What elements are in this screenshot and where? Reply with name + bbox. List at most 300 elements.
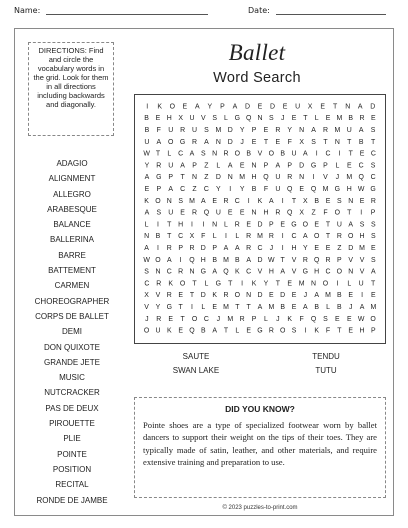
grid-letter[interactable]: S xyxy=(156,209,162,217)
grid-letter[interactable]: A xyxy=(269,197,274,205)
grid-letter[interactable]: G xyxy=(291,221,297,229)
grid-letter[interactable]: R xyxy=(156,315,162,323)
grid-letter[interactable]: W xyxy=(357,185,365,193)
grid-letter[interactable]: T xyxy=(347,209,352,217)
grid-letter[interactable]: G xyxy=(179,138,186,146)
grid-letter[interactable]: E xyxy=(348,292,354,300)
grid-letter[interactable]: M xyxy=(359,245,365,253)
grid-letter[interactable]: R xyxy=(234,221,240,229)
grid-letter[interactable]: H xyxy=(359,233,365,241)
grid-letter[interactable]: S xyxy=(311,138,316,146)
grid-letter[interactable]: A xyxy=(371,268,376,276)
grid-letter[interactable]: M xyxy=(227,315,234,323)
grid-letter[interactable]: Y xyxy=(263,280,269,288)
grid-letter[interactable]: X xyxy=(299,209,304,217)
grid-letter[interactable]: L xyxy=(167,150,172,158)
grid-letter[interactable]: R xyxy=(239,315,245,323)
grid-letter[interactable]: C xyxy=(203,315,209,323)
grid-letter[interactable]: J xyxy=(216,315,221,323)
grid-letter[interactable]: R xyxy=(180,126,186,134)
grid-letter[interactable]: S xyxy=(359,221,365,229)
grid-letter[interactable]: L xyxy=(216,162,221,170)
grid-letter[interactable]: Q xyxy=(313,256,320,264)
grid-letter[interactable]: M xyxy=(223,256,229,264)
grid-letter[interactable]: E xyxy=(299,185,304,193)
grid-letter[interactable]: E xyxy=(291,292,297,300)
grid-letter[interactable]: P xyxy=(287,162,293,170)
grid-letter[interactable]: H xyxy=(314,268,320,276)
grid-letter[interactable]: N xyxy=(345,103,351,111)
grid-letter[interactable]: D xyxy=(280,292,286,300)
grid-letter[interactable]: Y xyxy=(155,304,161,312)
grid-letter[interactable]: J xyxy=(276,315,280,323)
grid-letter[interactable]: P xyxy=(263,162,269,170)
grid-letter[interactable]: R xyxy=(189,245,195,253)
grid-letter[interactable]: C xyxy=(180,185,186,193)
grid-letter[interactable]: M xyxy=(268,304,275,312)
grid-letter[interactable]: O xyxy=(370,315,376,323)
grid-letter[interactable]: S xyxy=(291,327,297,335)
grid-letter[interactable]: B xyxy=(337,292,342,300)
grid-letter[interactable]: Y xyxy=(287,126,293,134)
grid-letter[interactable]: L xyxy=(224,115,228,123)
grid-letter[interactable]: N xyxy=(348,197,354,205)
grid-letter[interactable]: L xyxy=(201,304,206,312)
grid-letter[interactable]: R xyxy=(156,162,162,170)
grid-letter[interactable]: M xyxy=(257,233,263,241)
grid-letter[interactable]: C xyxy=(370,174,376,182)
grid-letter[interactable]: T xyxy=(192,280,197,288)
grid-letter[interactable]: Q xyxy=(310,185,317,193)
grid-letter[interactable]: S xyxy=(370,126,376,134)
grid-letter[interactable]: I xyxy=(336,280,339,288)
grid-letter[interactable]: A xyxy=(246,256,251,264)
grid-letter[interactable]: X xyxy=(189,233,195,241)
grid-letter[interactable]: M xyxy=(298,280,305,288)
grid-letter[interactable]: E xyxy=(269,292,274,300)
grid-letter[interactable]: K xyxy=(212,292,217,300)
grid-letter[interactable]: P xyxy=(370,209,376,217)
grid-letter[interactable]: E xyxy=(325,197,331,205)
grid-letter[interactable]: T xyxy=(223,327,229,335)
grid-letter[interactable]: B xyxy=(337,304,342,312)
grid-letter[interactable]: U xyxy=(192,126,198,134)
grid-letter[interactable]: Z xyxy=(204,162,209,170)
grid-letter[interactable]: B xyxy=(280,150,285,158)
grid-letter[interactable]: E xyxy=(291,115,297,123)
grid-letter[interactable]: U xyxy=(168,162,174,170)
grid-letter[interactable]: W xyxy=(357,315,365,323)
grid-letter[interactable]: U xyxy=(346,126,352,134)
grid-letter[interactable]: D xyxy=(215,174,221,182)
grid-letter[interactable]: U xyxy=(291,150,297,158)
grid-letter[interactable]: P xyxy=(337,256,342,264)
grid-letter[interactable]: J xyxy=(335,174,340,182)
grid-letter[interactable]: S xyxy=(178,197,183,205)
grid-letter[interactable]: B xyxy=(251,185,257,193)
grid-letter[interactable]: G xyxy=(257,327,263,335)
grid-letter[interactable]: I xyxy=(191,304,193,312)
grid-letter[interactable]: Q xyxy=(263,174,269,182)
grid-letter[interactable]: B xyxy=(314,197,320,205)
grid-letter[interactable]: N xyxy=(334,138,340,146)
grid-letter[interactable]: I xyxy=(241,280,244,288)
grid-letter[interactable]: F xyxy=(299,315,304,323)
grid-letter[interactable]: I xyxy=(191,221,193,229)
grid-letter[interactable]: C xyxy=(144,280,150,288)
grid-letter[interactable]: A xyxy=(144,174,150,182)
grid-letter[interactable]: T xyxy=(246,304,251,312)
grid-letter[interactable]: V xyxy=(291,268,297,276)
grid-letter[interactable]: I xyxy=(202,221,205,229)
grid-letter[interactable]: H xyxy=(178,221,184,229)
grid-letter[interactable]: O xyxy=(334,209,341,217)
grid-letter[interactable]: I xyxy=(281,233,284,241)
grid-letter[interactable]: I xyxy=(281,245,284,253)
grid-letter[interactable]: M xyxy=(336,115,343,123)
grid-letter[interactable]: N xyxy=(192,174,198,182)
grid-letter[interactable]: A xyxy=(200,197,206,205)
grid-letter[interactable]: N xyxy=(189,268,195,276)
grid-letter[interactable]: B xyxy=(200,327,206,335)
grid-letter[interactable]: N xyxy=(155,268,161,276)
grid-letter[interactable]: H xyxy=(268,268,274,276)
grid-letter[interactable]: P xyxy=(251,126,257,134)
grid-letter[interactable]: T xyxy=(347,138,352,146)
grid-letter[interactable]: R xyxy=(336,233,342,241)
grid-letter[interactable]: K xyxy=(168,280,174,288)
grid-letter[interactable]: Z xyxy=(311,209,316,217)
grid-letter[interactable]: B xyxy=(144,115,149,123)
grid-letter[interactable]: E xyxy=(314,221,320,229)
grid-letter[interactable]: V xyxy=(257,268,263,276)
grid-letter[interactable]: Q xyxy=(189,256,195,264)
grid-letter[interactable]: O xyxy=(155,197,161,205)
grid-letter[interactable]: R xyxy=(246,245,252,253)
grid-letter[interactable]: E xyxy=(227,209,233,217)
grid-letter[interactable]: A xyxy=(275,162,281,170)
grid-letter[interactable]: U xyxy=(168,209,174,217)
grid-letter[interactable]: M xyxy=(322,185,329,193)
grid-letter[interactable]: L xyxy=(204,280,209,288)
grid-letter[interactable]: F xyxy=(287,138,292,146)
grid-letter[interactable]: T xyxy=(235,304,240,312)
grid-letter[interactable]: O xyxy=(169,103,175,111)
grid-letter[interactable]: E xyxy=(335,315,340,323)
grid-letter[interactable]: J xyxy=(145,315,149,323)
grid-letter[interactable]: E xyxy=(346,162,352,170)
grid-letter[interactable]: N xyxy=(212,221,218,229)
grid-letter[interactable]: S xyxy=(200,150,206,158)
grid-letter[interactable]: N xyxy=(251,162,257,170)
grid-letter[interactable]: T xyxy=(370,280,376,288)
grid-letter[interactable]: E xyxy=(263,126,269,134)
grid-letter[interactable]: P xyxy=(371,327,376,335)
grid-letter[interactable]: M xyxy=(346,174,353,182)
grid-letter[interactable]: D xyxy=(227,126,233,134)
grid-letter[interactable]: D xyxy=(257,256,263,264)
grid-letter[interactable]: V xyxy=(200,115,206,123)
grid-letter[interactable]: X xyxy=(299,138,304,146)
grid-letter[interactable]: L xyxy=(326,304,330,312)
grid-letter[interactable]: C xyxy=(358,162,364,170)
grid-letter[interactable]: A xyxy=(303,233,308,241)
grid-letter[interactable]: A xyxy=(166,256,172,264)
grid-letter[interactable]: N xyxy=(215,138,221,146)
grid-letter[interactable]: I xyxy=(304,327,307,335)
grid-letter[interactable]: T xyxy=(155,150,161,158)
date-blank[interactable] xyxy=(276,6,386,15)
grid-letter[interactable]: G xyxy=(200,268,207,276)
grid-letter[interactable]: A xyxy=(358,126,364,134)
grid-letter[interactable]: P xyxy=(251,315,257,323)
grid-letter[interactable]: C xyxy=(178,150,184,158)
grid-letter[interactable]: K xyxy=(144,197,149,205)
grid-letter[interactable]: P xyxy=(192,162,197,170)
grid-letter[interactable]: F xyxy=(156,126,161,134)
grid-letter[interactable]: T xyxy=(180,315,185,323)
grid-letter[interactable]: E xyxy=(359,197,365,205)
grid-letter[interactable]: S xyxy=(269,115,274,123)
grid-letter[interactable]: Y xyxy=(144,162,150,170)
grid-letter[interactable]: R xyxy=(192,138,198,146)
grid-letter[interactable]: E xyxy=(282,103,288,111)
grid-letter[interactable]: W xyxy=(143,256,150,264)
grid-letter[interactable]: R xyxy=(287,174,293,182)
grid-letter[interactable]: C xyxy=(325,268,331,276)
grid-letter[interactable]: D xyxy=(227,138,233,146)
grid-letter[interactable]: N xyxy=(348,268,354,276)
grid-letter[interactable]: Q xyxy=(358,174,364,182)
grid-letter[interactable]: C xyxy=(234,197,240,205)
grid-letter[interactable]: R xyxy=(302,256,308,264)
grid-letter[interactable]: O xyxy=(179,280,186,288)
grid-letter[interactable]: E xyxy=(275,138,281,146)
grid-letter[interactable]: A xyxy=(257,304,263,312)
grid-letter[interactable]: B xyxy=(348,115,354,123)
grid-letter[interactable]: E xyxy=(178,327,183,335)
grid-letter[interactable]: B xyxy=(144,126,150,134)
grid-letter[interactable]: D xyxy=(200,292,206,300)
grid-letter[interactable]: R xyxy=(223,197,229,205)
grid-letter[interactable]: I xyxy=(360,209,363,217)
grid-letter[interactable]: E xyxy=(180,209,185,217)
grid-letter[interactable]: I xyxy=(338,150,341,158)
grid-letter[interactable]: K xyxy=(251,280,257,288)
grid-letter[interactable]: O xyxy=(143,327,150,335)
grid-letter[interactable]: E xyxy=(291,304,297,312)
grid-letter[interactable]: D xyxy=(348,245,354,253)
grid-letter[interactable]: G xyxy=(156,174,162,182)
grid-letter[interactable]: U xyxy=(275,174,281,182)
grid-letter[interactable]: S xyxy=(370,162,376,170)
grid-letter[interactable]: O xyxy=(191,315,198,323)
grid-letter[interactable]: A xyxy=(189,150,195,158)
grid-letter[interactable]: P xyxy=(323,162,328,170)
grid-letter[interactable]: O xyxy=(322,280,329,288)
grid-letter[interactable]: R xyxy=(322,126,328,134)
grid-letter[interactable]: I xyxy=(156,245,159,253)
grid-letter[interactable]: A xyxy=(357,103,363,111)
grid-letter[interactable]: V xyxy=(291,256,297,264)
grid-letter[interactable]: V xyxy=(257,150,263,158)
grid-letter[interactable]: Y xyxy=(303,245,308,253)
grid-letter[interactable]: T xyxy=(337,327,342,335)
grid-letter[interactable]: M xyxy=(325,292,331,300)
grid-letter[interactable]: Y xyxy=(239,185,245,193)
grid-letter[interactable]: N xyxy=(212,150,218,158)
grid-letter[interactable]: Q xyxy=(203,209,210,217)
grid-letter[interactable]: R xyxy=(223,292,229,300)
grid-letter[interactable]: V xyxy=(359,268,365,276)
grid-letter[interactable]: H xyxy=(263,209,269,217)
grid-letter[interactable]: C xyxy=(325,150,331,158)
grid-letter[interactable]: L xyxy=(235,327,240,335)
grid-letter[interactable]: W xyxy=(143,150,150,158)
grid-letter[interactable]: R xyxy=(192,209,198,217)
grid-letter[interactable]: K xyxy=(166,327,172,335)
grid-letter[interactable]: T xyxy=(303,115,308,123)
grid-letter[interactable]: R xyxy=(275,209,281,217)
grid-letter[interactable]: G xyxy=(370,185,376,193)
grid-letter[interactable]: B xyxy=(235,256,240,264)
grid-letter[interactable]: T xyxy=(370,138,376,146)
grid-letter[interactable]: E xyxy=(239,209,245,217)
grid-letter[interactable]: O xyxy=(155,256,161,264)
grid-letter[interactable]: E xyxy=(155,115,161,123)
grid-letter[interactable]: E xyxy=(371,245,376,253)
grid-letter[interactable]: B xyxy=(212,256,217,264)
grid-letter[interactable]: D xyxy=(370,103,376,111)
grid-letter[interactable]: A xyxy=(235,245,240,253)
grid-letter[interactable]: G xyxy=(302,268,309,276)
grid-letter[interactable]: C xyxy=(370,150,376,158)
grid-letter[interactable]: U xyxy=(358,280,364,288)
grid-letter[interactable]: F xyxy=(263,185,269,193)
grid-letter[interactable]: E xyxy=(359,150,365,158)
grid-letter[interactable]: O xyxy=(234,150,241,158)
grid-letter[interactable]: F xyxy=(201,233,206,241)
grid-letter[interactable]: P xyxy=(269,221,274,229)
grid-letter[interactable]: R xyxy=(275,126,281,134)
grid-letter[interactable]: S xyxy=(144,268,149,276)
grid-letter[interactable]: V xyxy=(144,304,149,312)
grid-letter[interactable]: S xyxy=(337,197,342,205)
grid-letter[interactable]: S xyxy=(371,233,376,241)
grid-letter[interactable]: E xyxy=(348,327,354,335)
grid-letter[interactable]: C xyxy=(178,233,184,241)
grid-letter[interactable]: G xyxy=(310,162,317,170)
grid-letter[interactable]: O xyxy=(234,292,241,300)
grid-letter[interactable]: A xyxy=(359,304,365,312)
grid-letter[interactable]: N xyxy=(311,280,317,288)
grid-letter[interactable]: S xyxy=(323,315,328,323)
grid-letter[interactable]: K xyxy=(287,315,293,323)
grid-letter[interactable]: Q xyxy=(223,268,229,276)
grid-letter[interactable]: E xyxy=(144,185,150,193)
grid-letter[interactable]: M xyxy=(223,304,229,312)
grid-letter[interactable]: I xyxy=(146,103,149,111)
grid-letter[interactable]: E xyxy=(182,103,188,111)
grid-letter[interactable]: R xyxy=(268,327,274,335)
grid-letter[interactable]: A xyxy=(232,103,238,111)
grid-letter[interactable]: D xyxy=(257,221,263,229)
grid-letter[interactable]: K xyxy=(314,327,320,335)
grid-letter[interactable]: G xyxy=(334,185,341,193)
grid-letter[interactable]: T xyxy=(263,138,269,146)
grid-letter[interactable]: X xyxy=(303,197,308,205)
grid-letter[interactable]: V xyxy=(348,256,354,264)
grid-letter[interactable]: E xyxy=(246,221,251,229)
grid-letter[interactable]: H xyxy=(166,115,172,123)
grid-letter[interactable]: N xyxy=(299,126,305,134)
grid-letter[interactable]: L xyxy=(212,233,217,241)
grid-letter[interactable]: E xyxy=(287,280,293,288)
grid-letter[interactable]: I xyxy=(229,185,232,193)
grid-letter[interactable]: H xyxy=(359,327,365,335)
grid-letter[interactable]: X xyxy=(178,115,183,123)
grid-letter[interactable]: A xyxy=(156,138,162,146)
grid-letter[interactable]: P xyxy=(212,245,217,253)
grid-letter[interactable]: I xyxy=(315,150,318,158)
grid-letter[interactable]: K xyxy=(235,268,240,276)
grid-letter[interactable]: J xyxy=(240,138,244,146)
grid-letter[interactable]: C xyxy=(246,268,252,276)
grid-letter[interactable]: R xyxy=(156,280,162,288)
grid-letter[interactable]: X xyxy=(307,103,313,111)
grid-letter[interactable]: E xyxy=(371,115,376,123)
grid-letter[interactable]: R xyxy=(166,292,172,300)
grid-letter[interactable]: T xyxy=(323,138,328,146)
grid-letter[interactable]: B xyxy=(314,304,320,312)
grid-letter[interactable]: E xyxy=(257,103,263,111)
grid-letter[interactable]: Q xyxy=(287,185,293,193)
grid-letter[interactable]: A xyxy=(348,221,354,229)
grid-letter[interactable]: T xyxy=(275,280,280,288)
grid-letter[interactable]: M xyxy=(239,174,246,182)
grid-letter[interactable]: T xyxy=(180,174,185,182)
grid-letter[interactable]: R xyxy=(223,150,229,158)
grid-letter[interactable]: A xyxy=(223,245,229,253)
grid-letter[interactable]: P xyxy=(156,185,162,193)
grid-letter[interactable]: B xyxy=(246,150,251,158)
grid-letter[interactable]: U xyxy=(168,126,174,134)
grid-letter[interactable]: T xyxy=(333,103,338,111)
grid-letter[interactable]: F xyxy=(323,209,328,217)
grid-letter[interactable]: A xyxy=(303,304,308,312)
grid-letter[interactable]: Q xyxy=(189,327,195,335)
grid-letter[interactable]: Q xyxy=(287,209,293,217)
grid-letter[interactable]: R xyxy=(370,197,376,205)
grid-letter[interactable]: E xyxy=(251,138,257,146)
grid-letter[interactable]: O xyxy=(302,221,309,229)
grid-letter[interactable]: D xyxy=(244,103,250,111)
grid-letter[interactable]: V xyxy=(323,174,328,182)
grid-letter[interactable]: E xyxy=(325,115,331,123)
grid-letter[interactable]: S xyxy=(371,256,376,264)
name-blank[interactable] xyxy=(46,6,208,15)
grid-letter[interactable]: Y xyxy=(207,103,213,111)
grid-letter[interactable]: Y xyxy=(239,126,245,134)
grid-letter[interactable]: V xyxy=(155,292,161,300)
grid-letter[interactable]: E xyxy=(314,245,320,253)
grid-letter[interactable]: S xyxy=(204,126,209,134)
grid-letter[interactable]: I xyxy=(361,292,364,300)
grid-letter[interactable]: E xyxy=(280,221,285,229)
grid-letter[interactable]: I xyxy=(247,197,250,205)
grid-letter[interactable]: U xyxy=(336,221,342,229)
grid-letter[interactable]: E xyxy=(212,304,217,312)
